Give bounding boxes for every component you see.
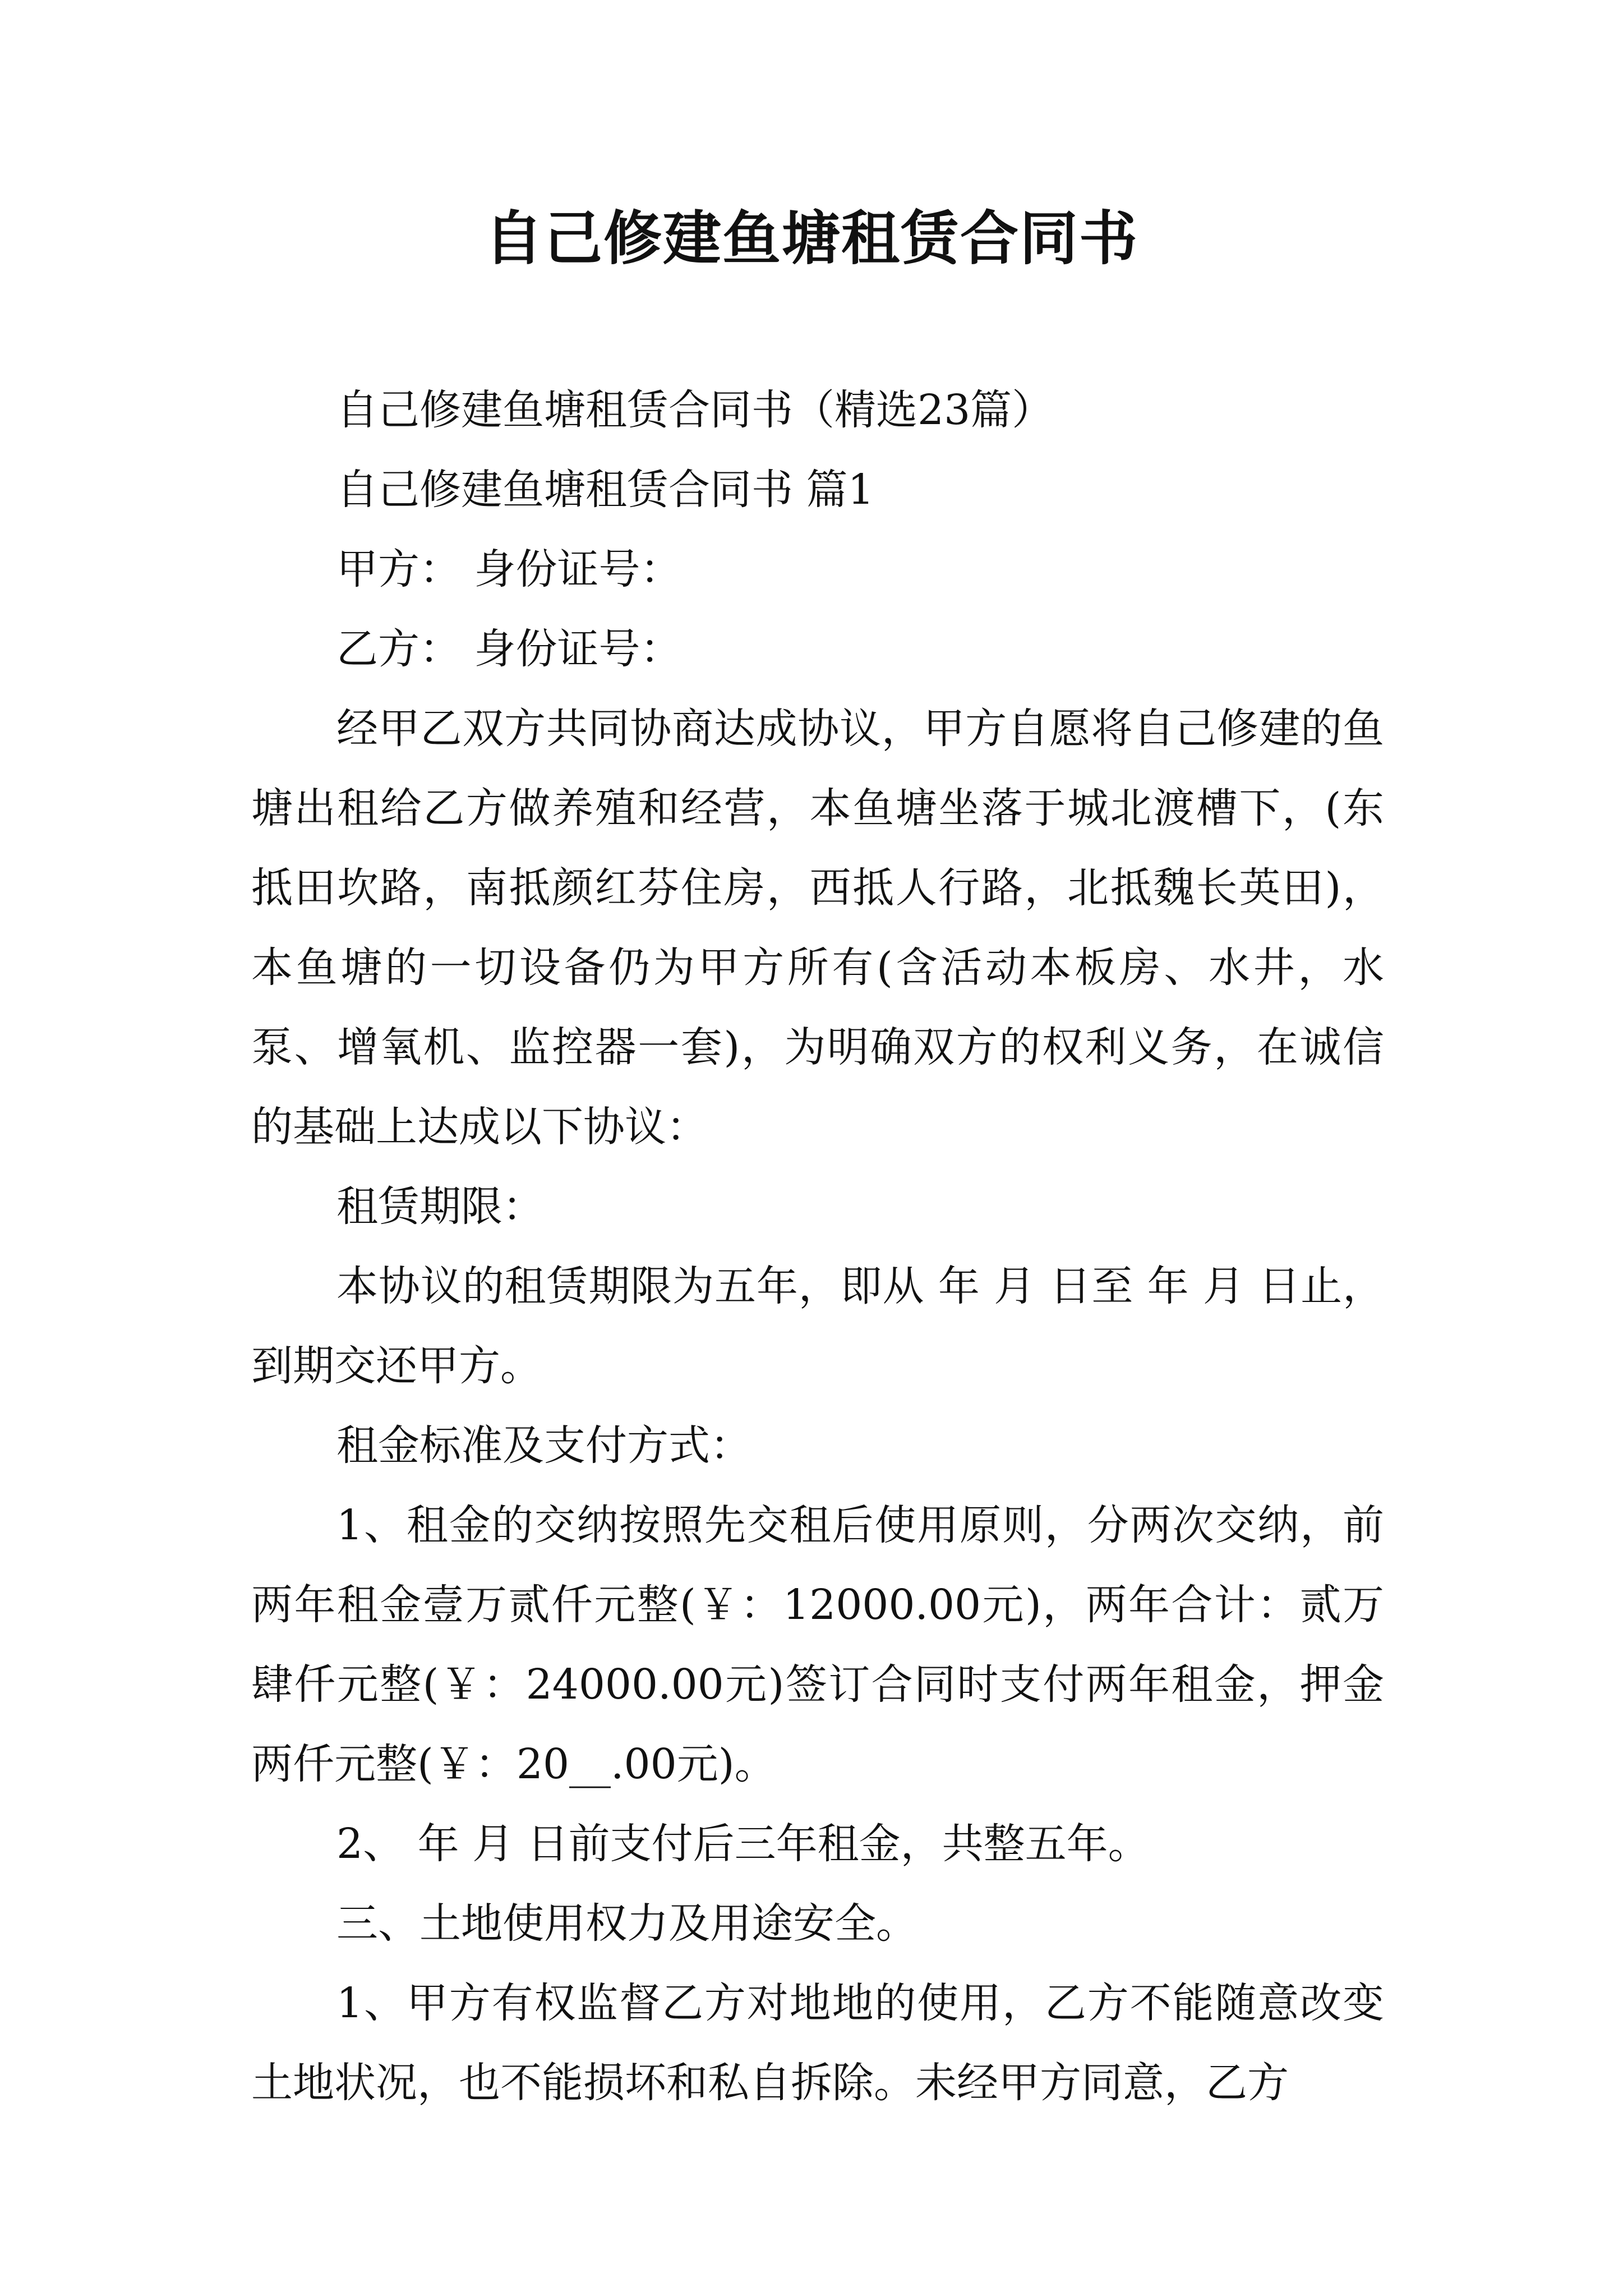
lease-term-heading: 租赁期限：	[336, 1182, 544, 1231]
document-title: 自己修建鱼塘租赁合同书	[484, 204, 1138, 273]
party-a-line: 甲方： 身份证号：	[336, 545, 682, 593]
lease-term-clause: 本协议的租赁期限为五年，即从 年 月 日至 年 月 日止，到期交还甲方。	[251, 1262, 1384, 1390]
rent-clause-1: 1、租金的交纳按照先交租后使用原则，分两次交纳，前两年租金壹万贰仟元整(￥：12000.00元)，两年合计：贰万肆仟元整(￥：24000.00元)签订合同时支付两年租金，押金两仟元整(￥：20__.00元)。	[251, 1501, 1384, 1788]
rent-clause-2: 2、 年 月 日前支付后三年租金，共整五年。	[336, 1820, 1150, 1868]
collection-heading: 自己修建鱼塘租赁合同书（精选23篇）	[336, 386, 1054, 434]
land-use-clause-1: 1、甲方有权监督乙方对地地的使用，乙方不能随意改变土地状况，也不能损坏和私自拆除。未经甲方同意，乙方	[251, 1979, 1384, 2107]
party-b-line: 乙方： 身份证号：	[336, 625, 682, 673]
land-use-heading: 三、土地使用权力及用途安全。	[336, 1899, 917, 1948]
rent-payment-heading: 租金标准及支付方式：	[336, 1421, 751, 1470]
document-body	[251, 370, 1384, 2123]
agreement-intro: 经甲乙双方共同协商达成协议，甲方自愿将自己修建的鱼塘出租给乙方做养殖和经营，本鱼塘坐落于城北渡槽下，(东抵田坎路，南抵颜红芬住房，西抵人行路，北抵魏长英田)，本鱼塘的一切设备仍为甲方所有(含活动本板房、水井，水泵、增氧机、监控器一套)，为明确双方的权利义务，在诚信的基础上达成以下协议：	[251, 705, 1384, 1151]
article-heading: 自己修建鱼塘租赁合同书 篇1	[336, 466, 874, 514]
